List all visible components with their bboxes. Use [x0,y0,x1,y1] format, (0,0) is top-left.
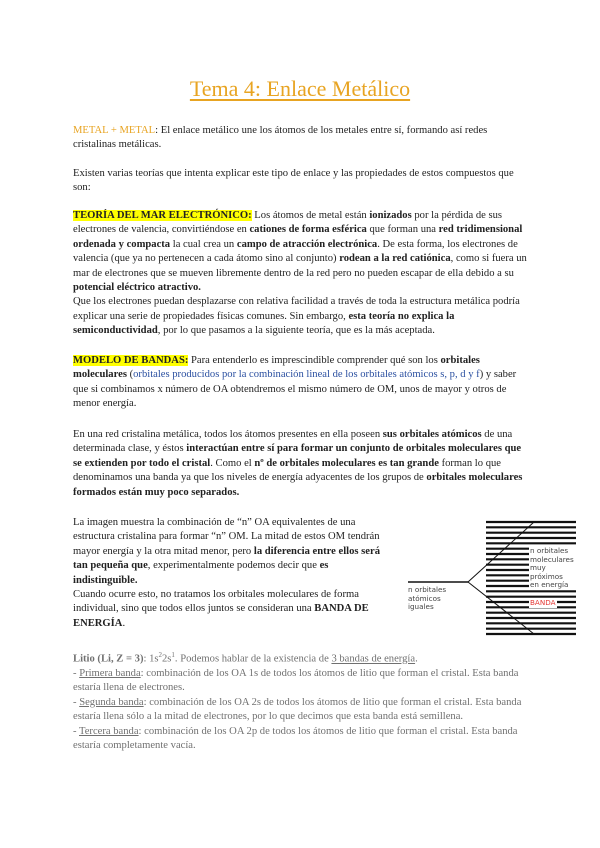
band-name: Primera banda [79,667,141,679]
superscript: 1 [171,651,175,659]
bold-span: red tridimensional ordenada y compacta [73,224,523,250]
text-span: . [415,653,418,665]
text-span: En una red cristalina metálica, todos los átomos presentes en ella poseen [73,429,383,440]
first-band-item [73,667,528,696]
text-span: . Podemos hablar de la existencia de [174,653,332,665]
label-line: atómicos [408,593,441,603]
text-span: Que los electrones puedan desplazarse con relativa facilidad a través de toda la estructura metálica podría explicar una serie de propiedades físicas comunes. Sin embargo, [73,296,520,322]
bold-span: sus orbitales atómicos [382,429,482,440]
text-span: Cuando ocurre esto, no tratamos los orbitales moleculares de forma individual, sino que todos ellos juntos se consideran una [73,589,359,615]
label-line: en energía [530,580,569,590]
label-line: n orbitales [530,546,569,555]
label-line: iguales [408,602,434,612]
bold-span: la diferencia entre ellos será tan pequeña que [73,545,381,572]
text-span: La imagen muestra la combinación de “n” OA equivalentes de una estructura cristalina para formar “n” OM. La mitad de estos OM tendrán mayor energía y la otra mitad menor, pero [73,517,380,557]
band-label: BANDA [530,598,556,607]
image-explanation-paragraph [73,516,383,631]
connector-line-top [468,522,534,582]
text-span: 2s [162,653,172,665]
text-span: la cual crea un [170,238,237,250]
text-span: - [73,725,79,737]
intro-paragraph [73,124,528,153]
bold-span: orbitales moleculares [73,355,480,381]
text-span: : combinación de los OA 2s de todos los átomos de litio que forman el cristal. Esta banda estaría llena sólo a la mitad de electrones, por lo que decimos que esta banda está semillena. [73,696,522,723]
atomic-orbitals-label [408,586,446,612]
text-span: ) y saber que si combinamos x número de OA obtendremos el mismo número de OM, unos de mayor y otros de menor energía. [73,369,517,410]
bands-count-underlined: 3 bandas de energía [331,653,416,665]
sea-theory-section [73,209,528,339]
bold-span: es indistinguible. [73,560,329,586]
band-model-section [73,354,528,412]
band-model-heading: MODELO DE BANDAS: [73,355,189,366]
text-span: por la pérdida de sus electrones de valencia, convirtiéndose en [73,210,503,236]
bold-span: potencial eléctrico atractivo. [73,282,201,294]
text-span: : 1s [143,653,159,665]
bold-span: esta teoría no explica la semiconductividad [73,310,455,337]
definition-span: orbitales producidos por la combinación lineal de los orbitales atómicos s, p, d y f [133,369,480,381]
lithium-section [73,648,528,753]
text-span: Para entenderlo es imprescindible comprender qué son los [188,355,441,366]
molecular-orbitals-label [529,547,581,590]
text-span: de una determinada clase, y éstos [73,429,513,455]
text-span: . De esta forma, los electrones de valencia (que ya no pertenecen a cada átomo sino al conjunto) [73,238,518,265]
intro-text: : El enlace metálico une los átomos de los metales entre sí, formando así redes cristalinas metálicas. [73,125,488,151]
text-span: : combinación de los OA 1s de todos los átomos de litio que forman el cristal. Esta banda estaría llena de electrones. [73,667,519,694]
bold-span: nº de orbitales moleculares es tan grande [254,457,439,469]
label-line: moleculares [530,554,574,564]
band-name: Tercera banda [79,725,139,737]
text-span: . Como el [210,457,255,469]
superscript: 2 [158,651,162,659]
network-paragraph [73,428,528,500]
label-line: n orbitales [408,585,447,594]
text-span: Los átomos de metal están [251,210,370,221]
bold-span: rodean a la red catiónica [339,253,451,265]
bold-span: BANDA DE ENERGÍA [73,603,369,629]
text-span: que forman una [366,224,439,236]
text-span: . [122,617,126,629]
bold-span: cationes de forma esférica [249,224,367,236]
sea-theory-heading: TEORÍA DEL MAR ELECTRÓNICO: [73,210,252,221]
text-span: , experimentalmente podemos decir que [147,560,320,572]
energy-band-diagram [406,520,581,638]
second-band-item [73,696,528,725]
third-band-item [73,725,528,754]
text-span: , como si fuera un mar de electrones que se mueven libremente dentro de la red pero no pueden escapar de ella debido a su [73,253,527,279]
text-span: - [73,696,80,708]
intro-label: METAL + METAL [73,125,156,136]
bold-span: orbitales moleculares formados están muy poco separados. [73,472,523,498]
bold-span: ionizados [369,210,412,221]
label-line: muy próximos [530,563,563,581]
text-span: , por lo que pasamos a la siguiente teoría, que es la más aceptada. [157,325,435,337]
text-span: - [73,667,80,679]
band-name: Segunda banda [79,696,144,708]
lithium-label: Litio (Li, Z = 3) [73,653,144,665]
bold-span: interactúan entre sí para formar un conjunto de orbitales moleculares que se extienden por todo el cristal [73,443,522,469]
page-title: Tema 4: Enlace Metálico [189,76,411,101]
text-span: ( [126,369,134,381]
theories-intro-text: Existen varias teorías que intenta explicar este tipo de enlace y las propiedades de estos compuestos que son: [73,168,514,194]
theories-intro-paragraph [73,167,528,196]
bold-span: campo de atracción electrónica [236,238,378,250]
text-span: : combinación de los OA 2p de todos los átomos de litio que forman el cristal. Esta banda estaría completamente vacía. [73,725,518,751]
text-span: forman lo que denominamos una banda ya que los niveles de energía adyacentes de los grupos de [73,457,501,484]
